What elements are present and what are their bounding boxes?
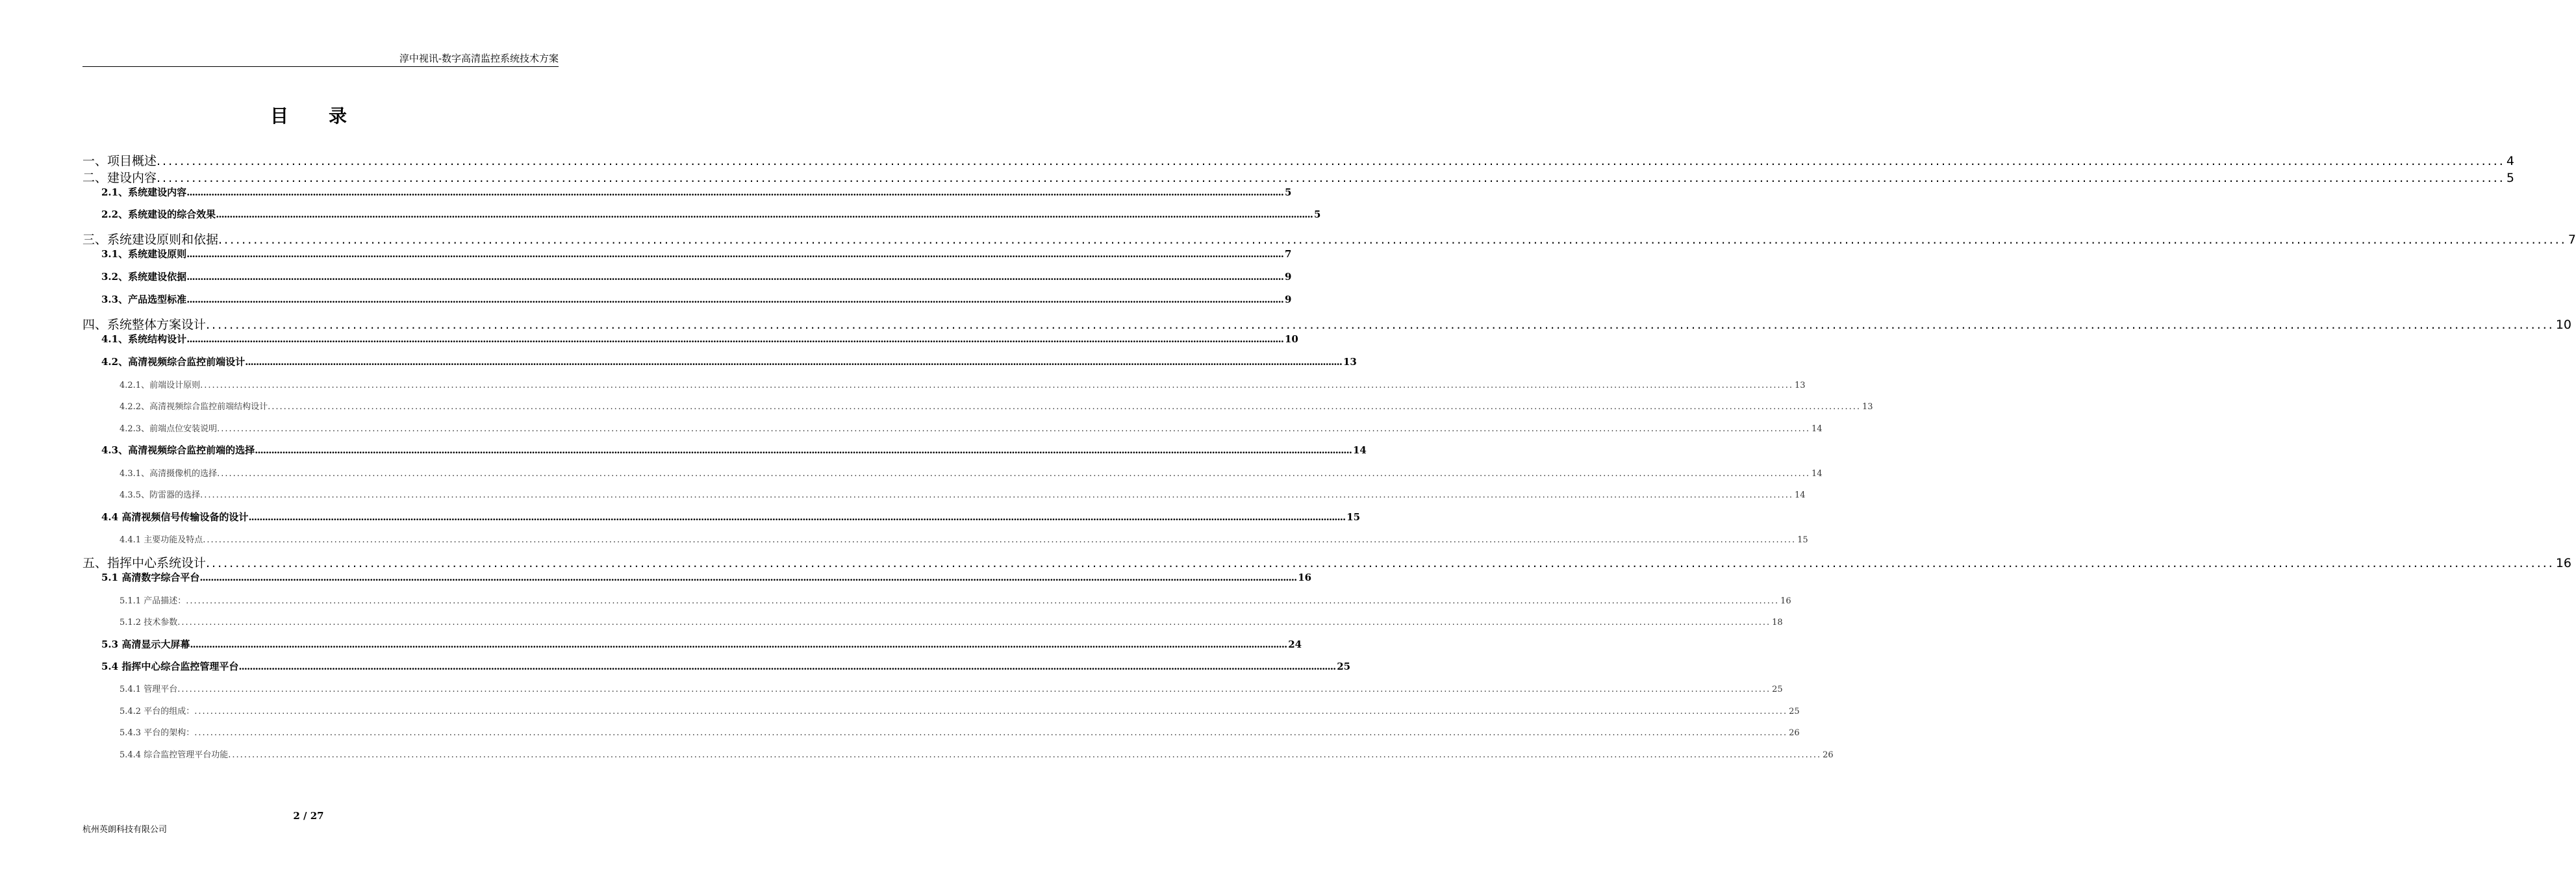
toc-entry-page: 13 (1795, 381, 1806, 390)
toc-entry-page: 18 (1772, 618, 1783, 627)
toc-entry[interactable] (82, 553, 2572, 571)
toc-entry[interactable] (82, 315, 2572, 333)
toc-entry-label: 3.2、系统建设依据 (101, 271, 187, 283)
toc-entry-label: 5.4.4 综合监控管理平台功能 (120, 750, 229, 760)
toc-entry-page: 13 (1343, 356, 1357, 368)
toc-leader-dots: ................................................................................................................................................................................................................................................................................................................................................................................................................ (200, 381, 1794, 390)
toc-entry-label: 四、系统整体方案设计 (82, 318, 207, 332)
toc-leader-dots: ................................................................................................................................................................................................................................................................................................................................................................................................................ (248, 511, 1346, 523)
toc-entry[interactable] (82, 443, 1367, 457)
toc-leader-dots: ................................................................................................................................................................................................................................................................................................................................................................................................................ (200, 490, 1794, 500)
toc-leader-dots: ................................................................................................................................................................................................................................................................................................................................................................................................................ (157, 171, 2505, 185)
toc-entry[interactable] (82, 332, 1298, 346)
toc-entry-page: 25 (1337, 661, 1351, 672)
toc-entry[interactable] (82, 230, 2576, 247)
toc-entry-label: 5.4 指挥中心综合监控管理平台 (101, 661, 239, 672)
toc-entry[interactable] (82, 637, 1302, 651)
toc-entry[interactable] (82, 151, 2514, 169)
toc-leader-dots: ................................................................................................................................................................................................................................................................................................................................................................................................................ (186, 186, 1283, 198)
toc-entry[interactable] (82, 726, 1800, 738)
toc-leader-dots: ................................................................................................................................................................................................................................................................................................................................................................................................................ (186, 294, 1283, 305)
toc-leader-dots: ................................................................................................................................................................................................................................................................................................................................................................................................................ (206, 318, 2555, 332)
toc-entry[interactable] (82, 185, 1292, 199)
toc-entry[interactable] (82, 422, 1823, 434)
page-header (82, 51, 559, 67)
toc-entry-label: 4.2.3、前端点位安装说明 (120, 424, 218, 434)
toc-entry-label: 2.2、系统建设的综合效果 (101, 209, 216, 220)
toc-leader-dots: ................................................................................................................................................................................................................................................................................................................................................................................................................ (186, 596, 1780, 606)
toc-entry-label: 4.2.1、前端设计原则 (120, 381, 201, 390)
toc-leader-dots: ................................................................................................................................................................................................................................................................................................................................................................................................................ (206, 556, 2555, 570)
toc-entry[interactable] (82, 355, 1357, 368)
toc-entry[interactable] (82, 659, 1351, 673)
page-number: 2 / 27 (293, 810, 324, 822)
toc-entry-page: 5 (1313, 209, 1321, 220)
toc-leader-dots: ................................................................................................................................................................................................................................................................................................................................................................................................................ (186, 248, 1283, 260)
toc-leader-dots: ................................................................................................................................................................................................................................................................................................................................................................................................................ (268, 402, 1862, 412)
toc-entry[interactable] (82, 168, 2514, 186)
toc-entry-page: 9 (1284, 294, 1292, 305)
toc-entry-page: 7 (2568, 233, 2576, 247)
toc-entry-label: 5.1 高清数字综合平台 (101, 572, 200, 583)
toc-leader-dots: ................................................................................................................................................................................................................................................................................................................................................................................................................ (186, 271, 1283, 283)
toc-entry[interactable] (82, 748, 1834, 760)
toc-leader-dots: ................................................................................................................................................................................................................................................................................................................................................................................................................ (245, 356, 1342, 368)
toc-leader-dots: ................................................................................................................................................................................................................................................................................................................................................................................................................ (217, 424, 1811, 434)
toc-entry[interactable] (82, 533, 1808, 545)
toc-entry-page: 4 (2506, 154, 2514, 168)
toc-entry-page: 14 (1812, 469, 1823, 479)
toc-entry[interactable] (82, 292, 1292, 306)
toc-entry-label: 5.3 高清显示大屏幕 (101, 639, 190, 650)
toc-entry-label: 4.2.2、高清视频综合监控前端结构设计 (120, 402, 268, 412)
toc-leader-dots: ................................................................................................................................................................................................................................................................................................................................................................................................................ (199, 572, 1297, 583)
toc-entry-page: 15 (1797, 535, 1808, 545)
toc-entry-label: 3.3、产品选型标准 (101, 294, 187, 305)
toc-entry-label: 4.2、高清视频综合监控前端设计 (101, 356, 246, 368)
toc-leader-dots: ................................................................................................................................................................................................................................................................................................................................................................................................................ (217, 469, 1811, 479)
toc-entry[interactable] (82, 466, 1823, 479)
header-title: 淳中视讯-数字高清监控系统技术方案 (399, 53, 559, 64)
toc-entry[interactable] (82, 704, 1800, 716)
toc-leader-dots: ................................................................................................................................................................................................................................................................................................................................................................................................................ (238, 661, 1336, 672)
toc-leader-dots: ................................................................................................................................................................................................................................................................................................................................................................................................................ (216, 209, 1313, 220)
toc-entry-label: 5.4.3 平台的架构： (120, 728, 195, 738)
toc-leader-dots: ................................................................................................................................................................................................................................................................................................................................................................................................................ (218, 233, 2567, 247)
toc-entry[interactable] (82, 594, 1791, 606)
toc-entry-page: 14 (1352, 444, 1367, 456)
toc-entry-label: 4.4 高清视频信号传输设备的设计 (101, 511, 249, 523)
toc-entry[interactable] (82, 399, 1873, 412)
toc-entry-page: 25 (1789, 707, 1800, 716)
toc-title: 目录 (270, 105, 387, 127)
toc-leader-dots: ................................................................................................................................................................................................................................................................................................................................................................................................................ (186, 333, 1283, 345)
toc-entry[interactable] (82, 207, 1321, 221)
toc-entry-label: 2.1、系统建设内容 (101, 186, 187, 198)
toc-leader-dots: ................................................................................................................................................................................................................................................................................................................................................................................................................ (194, 707, 1788, 716)
toc-entry-label: 二、建设内容 (82, 171, 157, 185)
toc-entry[interactable] (82, 682, 1783, 694)
toc-entry[interactable] (82, 247, 1292, 260)
toc-entry-page: 10 (2555, 318, 2572, 332)
toc-entry-label: 五、指挥中心系统设计 (82, 556, 207, 570)
toc-leader-dots: ................................................................................................................................................................................................................................................................................................................................................................................................................ (177, 685, 1771, 694)
toc-entry-page: 14 (1812, 424, 1823, 434)
toc-leader-dots: ................................................................................................................................................................................................................................................................................................................................................................................................................ (203, 535, 1797, 545)
toc-leader-dots: ................................................................................................................................................................................................................................................................................................................................................................................................................ (177, 618, 1771, 627)
toc-entry-label: 4.3.5、防雷器的选择 (120, 490, 201, 500)
toc-entry-label: 5.4.1 管理平台 (120, 685, 178, 694)
toc-entry-page: 14 (1795, 490, 1806, 500)
toc-entry-label: 3.1、系统建设原则 (101, 248, 187, 260)
toc-entry-label: 5.1.1 产品描述： (120, 596, 186, 606)
toc-entry-label: 一、项目概述 (82, 154, 157, 168)
toc-entry[interactable] (82, 615, 1783, 627)
toc-entry-page: 26 (1789, 728, 1800, 738)
toc-entry-label: 4.3.1、高清摄像机的选择 (120, 469, 218, 479)
toc-entry-page: 5 (1284, 186, 1292, 198)
toc-entry-page: 9 (1284, 271, 1292, 283)
toc-entry-label: 5.4.2 平台的组成： (120, 707, 195, 716)
footer-company: 杭州英朗科技有限公司 (82, 825, 168, 835)
toc-entry[interactable] (82, 510, 1361, 524)
toc-entry-page: 7 (1284, 248, 1292, 260)
toc-entry-label: 4.3、高清视频综合监控前端的选择 (101, 444, 255, 456)
toc-entry-page: 10 (1284, 333, 1298, 345)
toc-leader-dots: ................................................................................................................................................................................................................................................................................................................................................................................................................ (190, 639, 1287, 650)
toc-entry-page: 16 (1780, 596, 1791, 606)
toc-leader-dots: ................................................................................................................................................................................................................................................................................................................................................................................................................ (194, 728, 1788, 738)
toc-entry-page: 15 (1346, 511, 1361, 523)
toc-entry-page: 26 (1823, 750, 1834, 760)
toc-entry-label: 三、系统建设原则和依据 (82, 233, 219, 247)
toc-entry-label: 4.1、系统结构设计 (101, 333, 187, 345)
toc-leader-dots: ................................................................................................................................................................................................................................................................................................................................................................................................................ (157, 154, 2505, 168)
toc-entry-page: 13 (1862, 402, 1873, 412)
toc-entry-page: 16 (1298, 572, 1312, 583)
toc-entry-page: 25 (1772, 685, 1783, 694)
toc-entry[interactable] (82, 570, 1312, 584)
toc-entry-label: 4.4.1 主要功能及特点 (120, 535, 203, 545)
toc-entry-page: 24 (1288, 639, 1302, 650)
toc-entry-label: 5.1.2 技术参数 (120, 618, 178, 627)
toc-entry-page: 5 (2506, 171, 2514, 185)
toc-entry[interactable] (82, 378, 1806, 390)
toc-leader-dots: ................................................................................................................................................................................................................................................................................................................................................................................................................ (228, 750, 1822, 760)
toc-leader-dots: ................................................................................................................................................................................................................................................................................................................................................................................................................ (255, 444, 1352, 456)
toc-entry[interactable] (82, 270, 1292, 283)
toc-entry-page: 16 (2555, 556, 2572, 570)
toc-entry[interactable] (82, 488, 1806, 500)
